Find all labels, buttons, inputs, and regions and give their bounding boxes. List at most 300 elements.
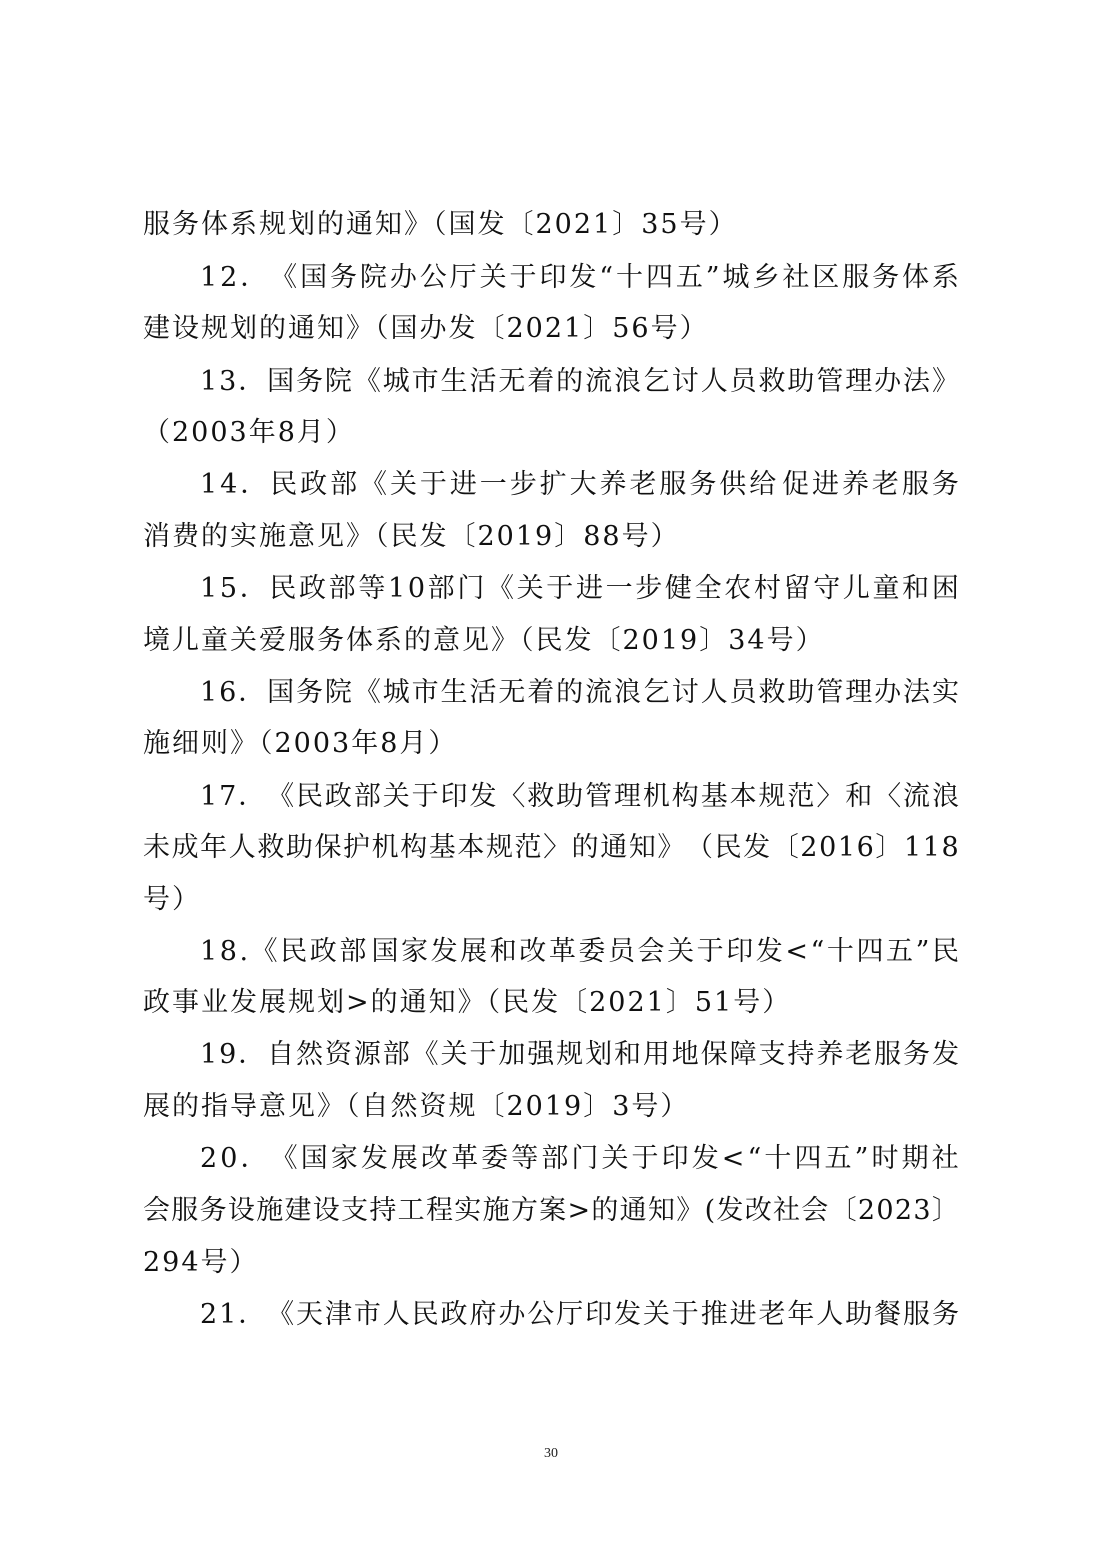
glyph: 4: [220, 469, 238, 500]
glyph: 津: [324, 1299, 352, 1330]
text-line: [200, 258, 959, 298]
glyph: ．: [239, 573, 267, 604]
glyph: 乞: [642, 677, 670, 708]
glyph: 1: [200, 781, 218, 812]
glyph: 管: [816, 677, 844, 708]
text-line: [200, 932, 959, 972]
glyph: 五: [886, 936, 914, 967]
glyph: 展: [460, 936, 488, 967]
glyph: 年: [787, 1299, 815, 1330]
text-line: [143, 1191, 959, 1231]
glyph: 四: [856, 936, 884, 967]
glyph: 改: [421, 1143, 448, 1174]
glyph: 服: [874, 1039, 902, 1070]
glyph: 服: [901, 469, 929, 500]
glyph: 改: [519, 936, 547, 967]
glyph: 于: [509, 262, 537, 293]
glyph: 1: [200, 573, 218, 604]
glyph: 公: [527, 1299, 555, 1330]
glyph: 支: [758, 1039, 786, 1070]
glyph: 《: [270, 262, 298, 293]
glyph: 务: [931, 469, 959, 500]
glyph: 浪: [613, 366, 641, 397]
glyph: 服: [842, 262, 870, 293]
text-line: 政事业发展规划>的通知》（民发〔2021〕51号）: [143, 987, 792, 1018]
glyph: 印: [726, 936, 754, 967]
glyph: 进: [449, 469, 477, 500]
glyph: 讨: [671, 677, 699, 708]
glyph: 活: [469, 366, 497, 397]
glyph: 于: [419, 469, 447, 500]
glyph: 发: [360, 1143, 388, 1174]
glyph: 全: [694, 573, 722, 604]
glyph: 天: [296, 1299, 323, 1330]
glyph: 施: [256, 1195, 284, 1226]
glyph: 服: [903, 1299, 931, 1330]
glyph: 和: [613, 1039, 641, 1070]
glyph: 童: [872, 573, 900, 604]
glyph: 的: [556, 677, 584, 708]
glyph: 家: [401, 936, 429, 967]
glyph: 等: [358, 573, 386, 604]
glyph: 印: [585, 1299, 613, 1330]
glyph: 办: [874, 366, 902, 397]
glyph: 〕: [875, 832, 903, 863]
glyph: 务: [296, 366, 323, 397]
glyph: 促: [782, 469, 810, 500]
glyph: 体: [902, 262, 930, 293]
glyph: 发: [755, 936, 783, 967]
glyph: 案: [539, 1195, 567, 1226]
glyph: 着: [527, 677, 555, 708]
glyph: 民: [714, 832, 742, 863]
glyph: 民: [269, 573, 297, 604]
glyph: 关: [382, 781, 410, 812]
glyph: 员: [729, 366, 757, 397]
glyph: 四: [645, 262, 673, 293]
glyph: 〉: [543, 832, 571, 863]
glyph: 年: [200, 832, 228, 863]
glyph: 关: [440, 1039, 468, 1070]
glyph: 国: [300, 1143, 328, 1174]
text-line: [200, 569, 959, 609]
glyph: 保: [700, 1039, 728, 1070]
glyph: 乞: [642, 366, 670, 397]
glyph: 构: [671, 781, 699, 812]
glyph: ”: [915, 936, 930, 967]
text-line: 294号）: [143, 1247, 259, 1278]
glyph: 政: [324, 781, 352, 812]
glyph: 务: [199, 1195, 227, 1226]
glyph: 关: [601, 1143, 629, 1174]
page-number: 30: [544, 1446, 558, 1461]
glyph: ”: [854, 1143, 869, 1174]
text-line: [200, 1295, 959, 1335]
glyph: 0: [876, 1195, 894, 1226]
text-line: [200, 1139, 959, 1179]
glyph: 市: [353, 1299, 381, 1330]
glyph: 持: [369, 1195, 397, 1226]
glyph: 公: [419, 262, 447, 293]
glyph: 印: [539, 262, 567, 293]
glyph: 自: [267, 1039, 295, 1070]
glyph: 城: [382, 677, 410, 708]
text-line: 展的指导意见》（自然资规〔2019〕3号）: [143, 1091, 690, 1122]
glyph: 救: [527, 781, 555, 812]
glyph: 〉: [816, 781, 844, 812]
glyph: 期: [901, 1143, 929, 1174]
glyph: 构: [400, 832, 428, 863]
glyph: 于: [671, 1299, 699, 1330]
text-line: 号）: [143, 884, 201, 915]
glyph: 等: [511, 1143, 539, 1174]
glyph: 基: [428, 832, 456, 863]
glyph: 厅: [449, 262, 477, 293]
glyph: 务: [872, 262, 900, 293]
text-line: [200, 1035, 959, 1075]
glyph: 着: [527, 366, 555, 397]
glyph: 委: [578, 936, 606, 967]
glyph: 五: [675, 262, 703, 293]
glyph: 管: [816, 366, 844, 397]
glyph: 务: [329, 262, 357, 293]
glyph: 1: [200, 677, 218, 708]
glyph: 办: [874, 677, 902, 708]
glyph: 救: [758, 677, 786, 708]
glyph: 〈: [498, 781, 526, 812]
glyph: 守: [813, 573, 841, 604]
glyph: 时: [871, 1143, 899, 1174]
glyph: 发: [716, 1195, 744, 1226]
glyph: 无: [498, 366, 526, 397]
glyph: 发: [430, 936, 458, 967]
glyph: 8: [219, 936, 237, 967]
glyph: 于: [411, 781, 439, 812]
glyph: 和: [489, 936, 517, 967]
glyph: 《: [353, 677, 381, 708]
glyph: 生: [440, 366, 468, 397]
glyph: 村: [753, 573, 781, 604]
glyph: 养: [599, 469, 627, 500]
glyph: 人: [700, 366, 728, 397]
glyph: 政: [309, 936, 337, 967]
glyph: 五: [824, 1143, 852, 1174]
glyph: 〈: [874, 781, 902, 812]
glyph: 十: [764, 1143, 792, 1174]
glyph: 基: [700, 781, 728, 812]
glyph: 〔: [829, 1195, 857, 1226]
glyph: 大: [569, 469, 597, 500]
glyph: 关: [642, 1299, 670, 1330]
glyph: 1: [837, 832, 856, 863]
glyph: 四: [794, 1143, 822, 1174]
glyph: 人: [816, 1299, 844, 1330]
glyph: 工: [397, 1195, 425, 1226]
glyph: 实: [454, 1195, 482, 1226]
glyph: 范: [514, 832, 542, 863]
glyph: 救: [758, 366, 786, 397]
glyph: 发: [469, 781, 497, 812]
glyph: （: [685, 832, 713, 863]
text-line: 施细则》（2003年8月）: [143, 728, 458, 759]
glyph: 程: [425, 1195, 453, 1226]
glyph: 规: [485, 832, 513, 863]
text-line: 建设规划的通知》（国办发〔2021〕56号）: [143, 313, 709, 344]
glyph: 6: [856, 832, 874, 863]
glyph: 市: [411, 677, 439, 708]
text-line: （2003年8月）: [143, 417, 355, 448]
glyph: 务: [689, 469, 717, 500]
glyph: 部: [353, 781, 381, 812]
glyph: 持: [787, 1039, 815, 1070]
glyph: 范: [787, 781, 815, 812]
glyph: 关: [516, 573, 544, 604]
glyph: 老: [629, 469, 657, 500]
glyph: ”: [705, 262, 720, 293]
glyph: 乡: [752, 262, 780, 293]
glyph: 建: [284, 1195, 312, 1226]
glyph: 院: [359, 262, 387, 293]
glyph: 社: [773, 1195, 800, 1226]
glyph: 步: [509, 469, 537, 500]
glyph: 8: [941, 832, 959, 863]
glyph: 6: [219, 677, 237, 708]
glyph: 革: [451, 1143, 479, 1174]
glyph: 浪: [613, 677, 641, 708]
glyph: ．: [238, 1039, 266, 1070]
glyph: 会: [801, 1195, 829, 1226]
glyph: 展: [390, 1143, 418, 1174]
glyph: “: [599, 262, 614, 293]
glyph: 护: [343, 832, 371, 863]
glyph: 门: [457, 573, 485, 604]
glyph: 1: [922, 832, 940, 863]
glyph: 部: [541, 1143, 569, 1174]
glyph: 2: [894, 1195, 913, 1226]
glyph: 儿: [842, 573, 870, 604]
glyph: 部: [427, 573, 455, 604]
glyph: 养: [841, 469, 869, 500]
glyph: ．: [240, 469, 268, 500]
glyph: 老: [871, 469, 899, 500]
glyph: 流: [903, 781, 931, 812]
glyph: 民: [411, 1299, 439, 1330]
glyph: 发: [569, 262, 597, 293]
glyph: 强: [527, 1039, 555, 1070]
glyph: >: [567, 1195, 591, 1226]
glyph: 进: [729, 1299, 757, 1330]
glyph: ．: [238, 677, 266, 708]
glyph: 1: [200, 936, 218, 967]
glyph: 民: [280, 936, 308, 967]
glyph: 《: [267, 1299, 295, 1330]
glyph: 理: [845, 366, 873, 397]
glyph: 国: [267, 677, 295, 708]
glyph: 〕: [931, 1195, 959, 1226]
glyph: 于: [469, 1039, 497, 1070]
glyph: 革: [548, 936, 576, 967]
glyph: 管: [585, 781, 613, 812]
glyph: 印: [661, 1143, 689, 1174]
glyph: 2: [200, 1143, 218, 1174]
glyph: 部: [382, 1039, 410, 1070]
glyph: 养: [816, 1039, 844, 1070]
glyph: 无: [498, 677, 526, 708]
glyph: 1: [903, 832, 922, 863]
glyph: 发: [691, 1143, 719, 1174]
glyph: 国: [371, 936, 399, 967]
glyph: 民: [296, 781, 323, 812]
glyph: 然: [296, 1039, 323, 1070]
glyph: 0: [819, 832, 837, 863]
glyph: “: [810, 936, 825, 967]
glyph: 设: [312, 1195, 340, 1226]
glyph: 本: [457, 832, 485, 863]
glyph: 用: [642, 1039, 670, 1070]
glyph: 十: [616, 262, 644, 293]
glyph: 7: [219, 781, 237, 812]
glyph: 一: [479, 469, 507, 500]
glyph: 〔: [771, 832, 799, 863]
glyph: 本: [729, 781, 757, 812]
glyph: 十: [826, 936, 854, 967]
glyph: ．: [240, 1143, 268, 1174]
glyph: 于: [546, 573, 574, 604]
glyph: 推: [700, 1299, 728, 1330]
glyph: 3: [913, 1195, 931, 1226]
glyph: 1: [200, 262, 218, 293]
glyph: (: [704, 1195, 716, 1226]
glyph: 知: [647, 1195, 675, 1226]
glyph: 于: [631, 1143, 659, 1174]
glyph: 健: [664, 573, 692, 604]
glyph: 院: [324, 677, 352, 708]
glyph: 》: [931, 366, 959, 397]
glyph: 施: [482, 1195, 510, 1226]
glyph: 关: [667, 936, 695, 967]
glyph: 国: [267, 366, 295, 397]
glyph: 划: [585, 1039, 613, 1070]
glyph: 人: [382, 1299, 410, 1330]
glyph: .: [239, 936, 249, 967]
glyph: 院: [324, 366, 352, 397]
glyph: 障: [729, 1039, 757, 1070]
glyph: 0: [407, 573, 425, 604]
glyph: 供: [719, 469, 747, 500]
glyph: 理: [613, 781, 641, 812]
glyph: 民: [270, 469, 298, 500]
glyph: 5: [219, 573, 238, 604]
glyph: 家: [330, 1143, 358, 1174]
glyph: 机: [642, 781, 670, 812]
glyph: 3: [219, 366, 237, 397]
glyph: 关: [389, 469, 417, 500]
glyph: 实: [931, 677, 959, 708]
glyph: 部: [330, 469, 358, 500]
glyph: 保: [314, 832, 342, 863]
glyph: 助: [845, 1299, 873, 1330]
glyph: 通: [600, 832, 628, 863]
glyph: 人: [228, 832, 256, 863]
glyph: 助: [285, 832, 313, 863]
glyph: 流: [585, 677, 613, 708]
glyph: 成: [171, 832, 199, 863]
glyph: 助: [556, 781, 584, 812]
glyph: 区: [812, 262, 840, 293]
glyph: 助: [787, 677, 815, 708]
glyph: 委: [481, 1143, 509, 1174]
glyph: 关: [479, 262, 507, 293]
glyph: 方: [510, 1195, 538, 1226]
glyph: “: [747, 1143, 762, 1174]
glyph: 1: [200, 1039, 218, 1070]
glyph: 印: [440, 781, 468, 812]
glyph: 厅: [556, 1299, 584, 1330]
text-line: [200, 465, 959, 505]
glyph: 生: [440, 677, 468, 708]
glyph: 未: [143, 832, 170, 863]
glyph: 2: [800, 832, 818, 863]
glyph: 政: [440, 1299, 468, 1330]
glyph: ．: [240, 262, 268, 293]
glyph: 规: [556, 1039, 584, 1070]
glyph: 0: [220, 1143, 238, 1174]
text-line: [143, 828, 959, 868]
glyph: 服: [659, 469, 687, 500]
glyph: 部: [339, 936, 367, 967]
glyph: 讨: [671, 366, 699, 397]
glyph: 2: [220, 262, 238, 293]
glyph: 改: [744, 1195, 772, 1226]
glyph: 和: [845, 781, 873, 812]
glyph: 发: [931, 1039, 959, 1070]
glyph: 进: [812, 469, 839, 500]
glyph: 府: [469, 1299, 497, 1330]
glyph: 步: [635, 573, 663, 604]
glyph: 助: [787, 366, 815, 397]
glyph: 1: [387, 573, 406, 604]
glyph: 知: [628, 832, 656, 863]
glyph: 法: [903, 366, 931, 397]
text-line: [200, 777, 959, 817]
glyph: 员: [729, 677, 757, 708]
glyph: 于: [696, 936, 724, 967]
glyph: 人: [700, 677, 728, 708]
glyph: 1: [200, 366, 218, 397]
glyph: 《: [360, 469, 387, 500]
glyph: 国: [300, 262, 328, 293]
glyph: 老: [845, 1039, 873, 1070]
glyph: 地: [671, 1039, 699, 1070]
glyph: 部: [328, 573, 356, 604]
glyph: 流: [585, 366, 613, 397]
glyph: 发: [613, 1299, 641, 1330]
text-line: [200, 673, 959, 713]
glyph: 《: [486, 573, 514, 604]
glyph: 的: [591, 1195, 619, 1226]
glyph: 资: [324, 1039, 352, 1070]
glyph: <: [721, 1143, 745, 1174]
glyph: 办: [389, 262, 417, 293]
glyph: 城: [722, 262, 750, 293]
glyph: 政: [299, 573, 326, 604]
glyph: 支: [341, 1195, 369, 1226]
glyph: 的: [556, 366, 584, 397]
glyph: 给: [749, 469, 777, 500]
glyph: 的: [571, 832, 599, 863]
glyph: 扩: [539, 469, 567, 500]
glyph: 服: [171, 1195, 199, 1226]
